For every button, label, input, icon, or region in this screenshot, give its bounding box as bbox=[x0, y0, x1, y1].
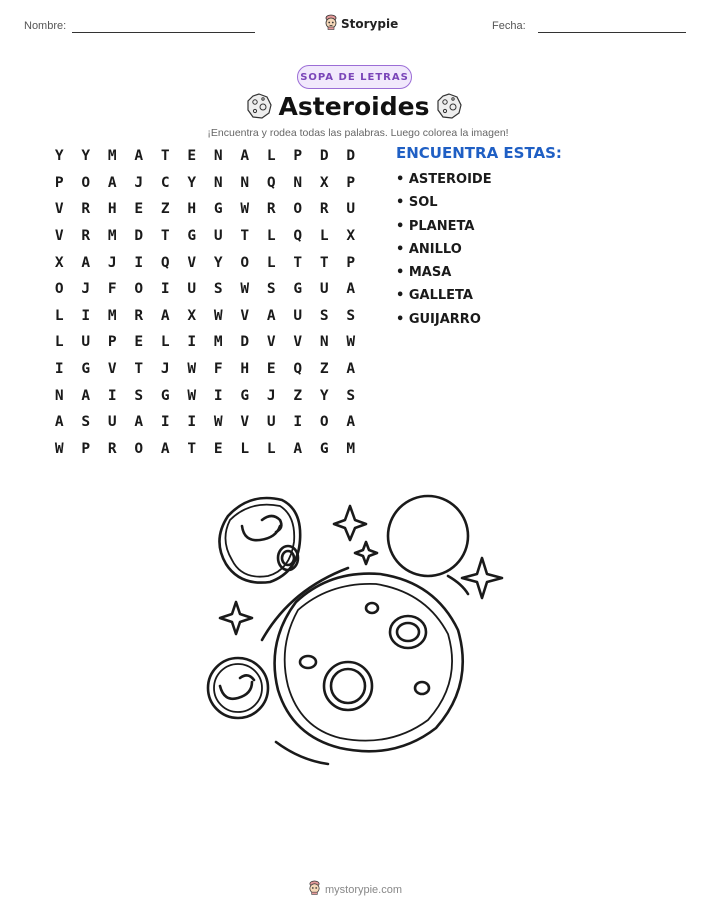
asteroid-icon bbox=[245, 92, 273, 124]
grid-row bbox=[46, 409, 364, 436]
grid-letter[interactable]: F bbox=[107, 281, 117, 298]
grid-letter[interactable]: I bbox=[213, 387, 223, 404]
grid-letter[interactable]: X bbox=[187, 307, 197, 324]
grid-letter[interactable]: D bbox=[240, 334, 250, 351]
grid-letter[interactable]: S bbox=[346, 307, 356, 324]
grid-letter[interactable]: I bbox=[187, 414, 197, 431]
grid-letter[interactable]: G bbox=[213, 201, 223, 218]
grid-letter[interactable]: A bbox=[346, 281, 356, 298]
grid-letter[interactable]: S bbox=[134, 387, 144, 404]
grid-letter[interactable]: U bbox=[187, 281, 197, 298]
grid-letter[interactable]: M bbox=[107, 148, 117, 165]
grid-letter[interactable]: O bbox=[134, 281, 144, 298]
grid-letter[interactable]: U bbox=[81, 334, 91, 351]
grid-row bbox=[46, 356, 364, 383]
grid-letter[interactable]: L bbox=[54, 334, 64, 351]
grid-letter[interactable]: D bbox=[134, 228, 144, 245]
grid-letter[interactable]: R bbox=[134, 307, 144, 324]
grid-letter[interactable]: H bbox=[240, 361, 250, 378]
grid-letter[interactable]: P bbox=[346, 174, 356, 191]
grid-letter[interactable]: H bbox=[107, 201, 117, 218]
grid-row bbox=[46, 276, 364, 303]
word-list-item: • GUIJARRO bbox=[396, 311, 481, 327]
grid-letter[interactable]: S bbox=[213, 281, 223, 298]
grid-letter[interactable]: S bbox=[346, 387, 356, 404]
grid-letter[interactable]: C bbox=[160, 174, 170, 191]
grid-letter[interactable]: A bbox=[346, 361, 356, 378]
word-search-grid bbox=[46, 143, 364, 462]
grid-letter[interactable]: S bbox=[319, 307, 329, 324]
grid-letter[interactable]: U bbox=[266, 414, 276, 431]
grid-letter[interactable]: T bbox=[187, 440, 197, 457]
instructions: ¡Encuentra y rodea todas las palabras. Luego colorea la imagen! bbox=[207, 127, 509, 139]
grid-letter[interactable]: U bbox=[293, 307, 303, 324]
grid-letter[interactable]: G bbox=[319, 440, 329, 457]
grid-letter[interactable]: V bbox=[240, 307, 250, 324]
grid-letter[interactable]: R bbox=[266, 201, 276, 218]
grid-letter[interactable]: Q bbox=[293, 228, 303, 245]
grid-letter[interactable]: R bbox=[81, 201, 91, 218]
grid-letter[interactable]: O bbox=[54, 281, 64, 298]
grid-letter[interactable]: S bbox=[266, 281, 276, 298]
grid-letter[interactable]: J bbox=[160, 361, 170, 378]
footer bbox=[308, 880, 402, 899]
grid-letter[interactable]: X bbox=[319, 174, 329, 191]
grid-letter[interactable]: L bbox=[54, 307, 64, 324]
date-input-line[interactable] bbox=[538, 32, 686, 33]
grid-letter[interactable]: M bbox=[107, 307, 117, 324]
grid-letter[interactable]: I bbox=[160, 414, 170, 431]
grid-letter[interactable]: N bbox=[319, 334, 329, 351]
puzzle-type-badge: SOPA DE LETRAS bbox=[297, 65, 412, 89]
grid-letter[interactable]: I bbox=[187, 334, 197, 351]
grid-letter[interactable]: Z bbox=[160, 201, 170, 218]
grid-row bbox=[46, 436, 364, 463]
grid-letter[interactable]: W bbox=[187, 361, 197, 378]
grid-letter[interactable]: Q bbox=[266, 174, 276, 191]
grid-letter[interactable]: G bbox=[160, 387, 170, 404]
word-list-item: • PLANETA bbox=[396, 218, 475, 234]
grid-letter[interactable]: M bbox=[213, 334, 223, 351]
grid-letter[interactable]: D bbox=[346, 148, 356, 165]
grid-letter[interactable]: I bbox=[54, 361, 64, 378]
grid-letter[interactable]: N bbox=[213, 174, 223, 191]
grid-letter[interactable]: A bbox=[346, 414, 356, 431]
grid-letter[interactable]: Q bbox=[293, 361, 303, 378]
grid-letter[interactable]: L bbox=[266, 254, 276, 271]
asteroids-coloring-illustration bbox=[200, 490, 510, 774]
grid-letter[interactable]: T bbox=[319, 254, 329, 271]
grid-row bbox=[46, 143, 364, 170]
grid-letter[interactable]: R bbox=[107, 440, 117, 457]
grid-letter[interactable]: M bbox=[346, 440, 356, 457]
word-list-item: • ANILLO bbox=[396, 241, 462, 257]
asteroid-icon bbox=[435, 92, 463, 124]
grid-letter[interactable]: L bbox=[160, 334, 170, 351]
grid-letter[interactable]: J bbox=[134, 174, 144, 191]
word-list-item: • SOL bbox=[396, 195, 438, 211]
brand-logo bbox=[324, 14, 398, 34]
grid-letter[interactable]: W bbox=[240, 281, 250, 298]
grid-letter[interactable]: V bbox=[266, 334, 276, 351]
grid-letter[interactable]: O bbox=[81, 174, 91, 191]
grid-letter[interactable]: I bbox=[107, 387, 117, 404]
grid-row bbox=[46, 170, 364, 197]
grid-letter[interactable]: Y bbox=[319, 387, 329, 404]
grid-letter[interactable]: P bbox=[81, 440, 91, 457]
grid-letter[interactable]: A bbox=[134, 148, 144, 165]
grid-letter[interactable]: I bbox=[134, 254, 144, 271]
word-list-item: • GALLETA bbox=[396, 288, 473, 304]
grid-row bbox=[46, 249, 364, 276]
grid-letter[interactable]: L bbox=[266, 148, 276, 165]
grid-letter[interactable]: T bbox=[293, 254, 303, 271]
grid-letter[interactable]: A bbox=[160, 440, 170, 457]
grid-letter[interactable]: O bbox=[319, 414, 329, 431]
grid-letter[interactable]: G bbox=[187, 228, 197, 245]
grid-letter[interactable]: Z bbox=[319, 361, 329, 378]
grid-letter[interactable]: J bbox=[266, 387, 276, 404]
grid-letter[interactable]: O bbox=[134, 440, 144, 457]
grid-letter[interactable]: N bbox=[240, 174, 250, 191]
grid-letter[interactable]: R bbox=[319, 201, 329, 218]
grid-letter[interactable]: A bbox=[54, 414, 64, 431]
name-label: Nombre: bbox=[24, 20, 67, 32]
grid-letter[interactable]: T bbox=[160, 228, 170, 245]
grid-letter[interactable]: G bbox=[81, 361, 91, 378]
grid-letter[interactable]: W bbox=[240, 201, 250, 218]
grid-letter[interactable]: F bbox=[213, 361, 223, 378]
grid-letter[interactable]: X bbox=[54, 254, 64, 271]
grid-letter[interactable]: Y bbox=[81, 148, 91, 165]
grid-letter[interactable]: V bbox=[187, 254, 197, 271]
grid-letter[interactable]: P bbox=[54, 174, 64, 191]
grid-letter[interactable]: U bbox=[107, 414, 117, 431]
grid-letter[interactable]: L bbox=[266, 440, 276, 457]
grid-letter[interactable]: X bbox=[346, 228, 356, 245]
grid-letter[interactable]: N bbox=[293, 174, 303, 191]
grid-letter[interactable]: A bbox=[160, 307, 170, 324]
grid-letter[interactable]: Y bbox=[54, 148, 64, 165]
grid-letter[interactable]: N bbox=[213, 148, 223, 165]
word-list-title: ENCUENTRA ESTAS: bbox=[396, 144, 562, 162]
word-list bbox=[396, 144, 562, 335]
grid-row bbox=[46, 223, 364, 250]
grid-letter[interactable]: L bbox=[319, 228, 329, 245]
grid-letter[interactable]: U bbox=[213, 228, 223, 245]
grid-letter[interactable]: A bbox=[81, 254, 91, 271]
grid-letter[interactable]: Z bbox=[293, 387, 303, 404]
grid-letter[interactable]: V bbox=[240, 414, 250, 431]
grid-letter[interactable]: Y bbox=[187, 174, 197, 191]
grid-letter[interactable]: P bbox=[293, 148, 303, 165]
grid-letter[interactable]: A bbox=[266, 307, 276, 324]
page-title: Asteroides bbox=[278, 92, 430, 121]
grid-letter[interactable]: J bbox=[81, 281, 91, 298]
grid-letter[interactable]: S bbox=[81, 414, 91, 431]
grid-letter[interactable]: W bbox=[213, 414, 223, 431]
grid-letter[interactable]: E bbox=[266, 361, 276, 378]
grid-letter[interactable]: U bbox=[319, 281, 329, 298]
grid-letter[interactable]: A bbox=[293, 440, 303, 457]
grid-letter[interactable]: G bbox=[293, 281, 303, 298]
date-label: Fecha: bbox=[492, 20, 526, 32]
grid-letter[interactable]: A bbox=[107, 174, 117, 191]
grid-letter[interactable]: W bbox=[213, 307, 223, 324]
grid-letter[interactable]: R bbox=[81, 228, 91, 245]
grid-letter[interactable]: H bbox=[187, 201, 197, 218]
storypie-mascot-icon bbox=[308, 880, 321, 899]
brand-name: Storypie bbox=[341, 17, 399, 31]
grid-letter[interactable]: G bbox=[240, 387, 250, 404]
grid-letter[interactable]: I bbox=[81, 307, 91, 324]
grid-letter[interactable]: V bbox=[54, 201, 64, 218]
grid-letter[interactable]: U bbox=[346, 201, 356, 218]
grid-row bbox=[46, 303, 364, 330]
grid-letter[interactable]: A bbox=[81, 387, 91, 404]
grid-letter[interactable]: I bbox=[293, 414, 303, 431]
grid-letter[interactable]: D bbox=[319, 148, 329, 165]
grid-letter[interactable]: W bbox=[54, 440, 64, 457]
grid-letter[interactable]: T bbox=[134, 361, 144, 378]
grid-letter[interactable]: P bbox=[346, 254, 356, 271]
grid-letter[interactable]: E bbox=[213, 440, 223, 457]
grid-letter[interactable]: W bbox=[187, 387, 197, 404]
grid-letter[interactable]: T bbox=[240, 228, 250, 245]
grid-letter[interactable]: E bbox=[134, 201, 144, 218]
grid-row bbox=[46, 196, 364, 223]
grid-letter[interactable]: I bbox=[160, 281, 170, 298]
grid-letter[interactable]: V bbox=[107, 361, 117, 378]
storypie-mascot-icon bbox=[324, 14, 338, 34]
grid-letter[interactable]: O bbox=[240, 254, 250, 271]
grid-letter[interactable]: V bbox=[54, 228, 64, 245]
grid-letter[interactable]: E bbox=[187, 148, 197, 165]
grid-letter[interactable]: J bbox=[107, 254, 117, 271]
grid-letter[interactable]: L bbox=[240, 440, 250, 457]
grid-letter[interactable]: A bbox=[134, 414, 144, 431]
word-list-item: • ASTEROIDE bbox=[396, 172, 492, 187]
grid-letter[interactable]: A bbox=[240, 148, 250, 165]
grid-letter[interactable]: L bbox=[266, 228, 276, 245]
grid-letter[interactable]: M bbox=[107, 228, 117, 245]
grid-row bbox=[46, 329, 364, 356]
grid-letter[interactable]: N bbox=[54, 387, 64, 404]
footer-url: mystorypie.com bbox=[325, 883, 403, 896]
grid-letter[interactable]: P bbox=[107, 334, 117, 351]
name-input-line[interactable] bbox=[72, 32, 255, 33]
grid-letter[interactable]: Y bbox=[213, 254, 223, 271]
grid-letter[interactable]: Q bbox=[160, 254, 170, 271]
grid-letter[interactable]: O bbox=[293, 201, 303, 218]
word-list-item: • MASA bbox=[396, 265, 452, 281]
grid-row bbox=[46, 382, 364, 409]
grid-letter[interactable]: W bbox=[346, 334, 356, 351]
grid-letter[interactable]: T bbox=[160, 148, 170, 165]
grid-letter[interactable]: E bbox=[134, 334, 144, 351]
grid-letter[interactable]: V bbox=[293, 334, 303, 351]
